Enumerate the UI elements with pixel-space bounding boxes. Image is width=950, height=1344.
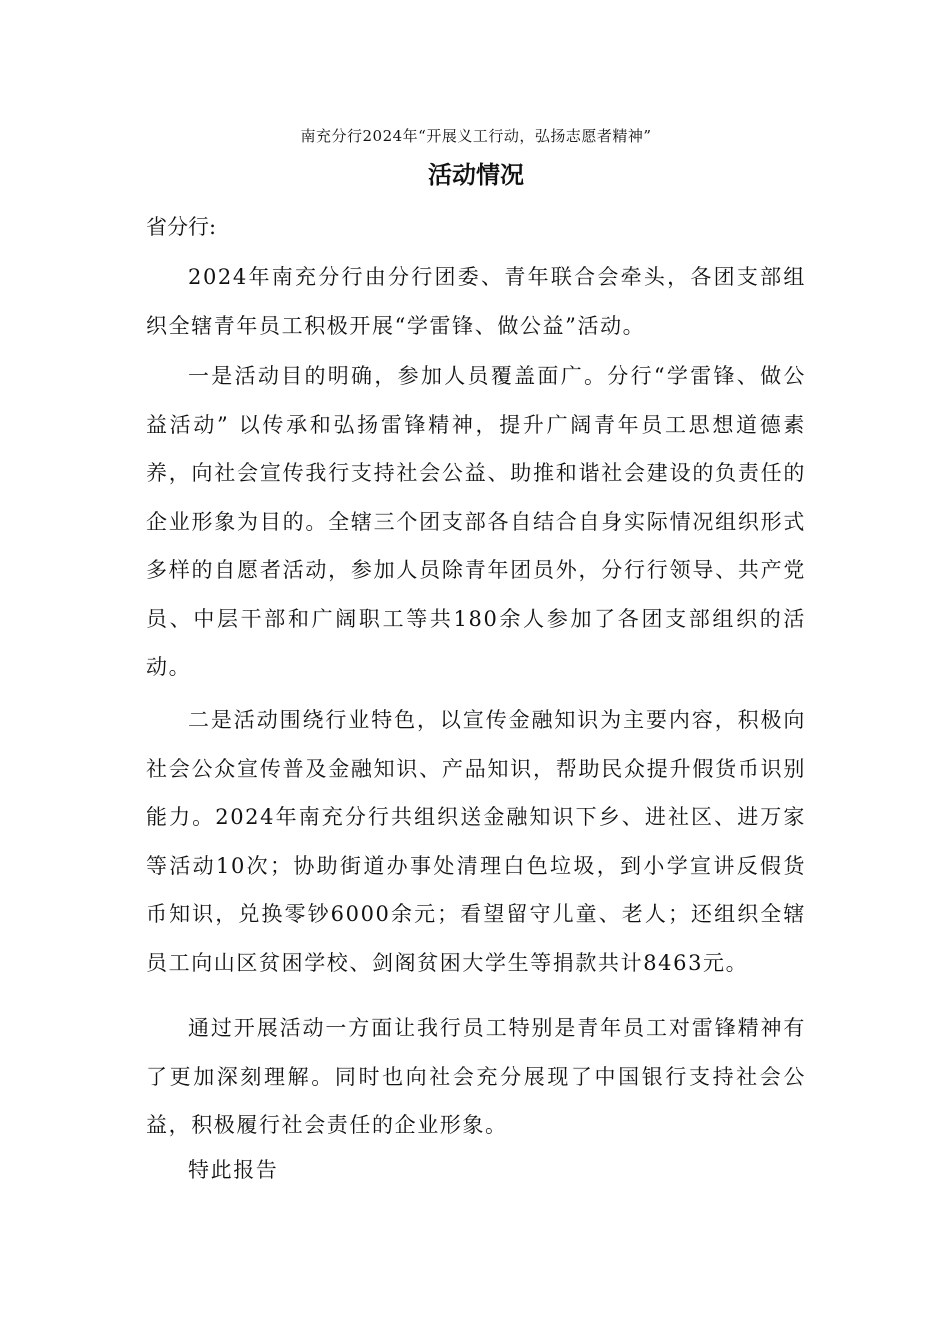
- salutation: 省分行:: [146, 215, 217, 239]
- document-subtitle: 南充分行2024年“开展义工行动，弘扬志愿者精神”: [300, 127, 652, 145]
- paragraph-conclusion: 通过开展活动一方面让我行员工特别是青年员工对雷锋精神有了更加深刻理解。同时也向社会充分展现了中国银行支持社会公益，积极履行社会责任的企业形象。: [146, 1016, 806, 1137]
- document-title: 活动情况: [428, 161, 524, 189]
- paragraph-point-two: 二是活动围绕行业特色，以宣传金融知识为主要内容，积极向社会公众宣传普及金融知识、产品知识，帮助民众提升假货币识别能力。2024年南充分行共组织送金融知识下乡、进社区、进万家等活动10次；协助街道办事处清理白色垃圾，到小学宣讲反假货币知识，兑换零钞6000余元；看望留守儿童、老人；还组织全辖员工向山区贫困学校、剑阁贫困大学生等捐款共计8463元。: [146, 708, 806, 975]
- closing-text: 特此报告: [188, 1158, 279, 1182]
- paragraph-point-one: 一是活动目的明确，参加人员覆盖面广。分行“学雷锋、做公益活动” 以传承和弘扬雷锋精神，提升广阔青年员工思想道德素养，向社会宣传我行支持社会公益、助推和谐社会建设的负责任的企业形象为目的。全辖三个团支部各自结合自身实际情况组织形式多样的自愿者活动，参加人员除青年团员外，分行行领导、共产党员、中层干部和广阔职工等共180余人参加了各团支部组织的活动。: [146, 364, 806, 679]
- paragraph-intro: 2024年南充分行由分行团委、青年联合会牵头，各团支部组织全辖青年员工积极开展“学雷锋、做公益”活动。: [146, 265, 806, 338]
